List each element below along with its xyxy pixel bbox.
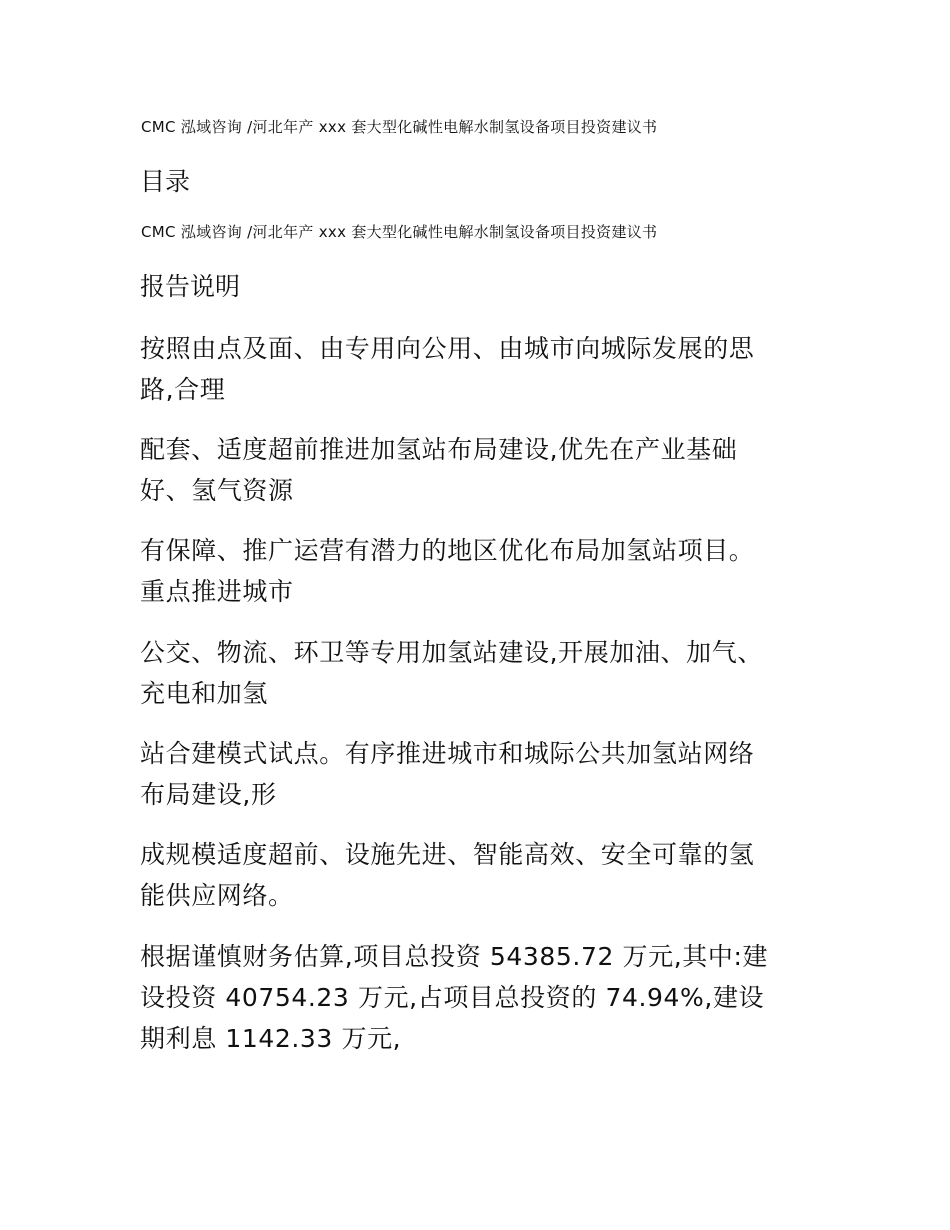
paragraph-line: 按照由点及面、由专用向公用、由城市向城际发展的思 xyxy=(140,334,755,363)
paragraph xyxy=(140,328,820,410)
paragraph-line: 设投资 40754.23 万元,占项目总投资的 74.94%,建设 xyxy=(140,983,765,1012)
paragraph-line: 有保障、推广运营有潜力的地区优化布局加氢站项目。 xyxy=(140,536,755,565)
running-header: CMC 泓域咨询 /河北年产 xxx 套大型化碱性电解水制氢设备项目投资建议书 xyxy=(141,118,658,136)
paragraph-line: 根据谨慎财务估算,项目总投资 54385.72 万元,其中:建 xyxy=(140,942,769,971)
running-header-repeat: CMC 泓域咨询 /河北年产 xxx 套大型化碱性电解水制氢设备项目投资建议书 xyxy=(141,223,658,241)
paragraph-line: 公交、物流、环卫等专用加氢站建设,开展加油、加气、 xyxy=(140,638,763,667)
paragraph-line: 路,合理 xyxy=(140,375,226,404)
paragraph-line: 成规模适度超前、设施先进、智能高效、安全可靠的氢 xyxy=(140,840,755,869)
paragraph-line: 站合建模式试点。有序推进城市和城际公共加氢站网络 xyxy=(140,739,755,768)
paragraph xyxy=(140,733,820,815)
paragraph-line: 布局建设,形 xyxy=(140,780,277,809)
paragraph-line: 期利息 1142.33 万元, xyxy=(140,1024,402,1053)
paragraph-investment xyxy=(140,936,820,1059)
paragraph-line: 重点推进城市 xyxy=(140,577,294,606)
paragraph xyxy=(140,429,820,511)
paragraph xyxy=(140,834,820,916)
paragraph-line: 充电和加氢 xyxy=(140,679,269,708)
toc-title: 目录 xyxy=(140,167,191,196)
section-title: 报告说明 xyxy=(140,272,241,301)
paragraph-line: 好、氢气资源 xyxy=(140,476,294,505)
paragraph-line: 能供应网络。 xyxy=(140,881,294,910)
paragraph xyxy=(140,632,820,714)
paragraph xyxy=(140,530,820,612)
paragraph-line: 配套、适度超前推进加氢站布局建设,优先在产业基础 xyxy=(140,435,738,464)
